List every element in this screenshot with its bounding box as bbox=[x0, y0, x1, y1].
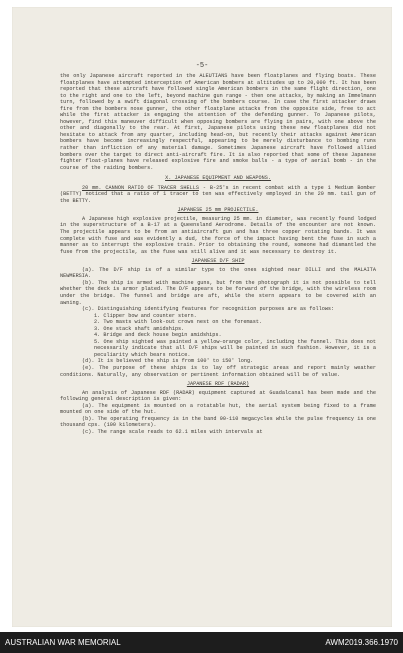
projectile-paragraph: A Japanese high explosive projectile, measuring 25 mm. in diameter, was recently found lodged in the superstructure of a B-17 at a Queensland Aerodrome. Details of the encounter are not known. The projectile appears to be from an antiaircraft gun and has three copper rotating bands. It was complete with fuse and was evidently a dud, the force of the impact having bent the fuse in such a manner as to interrupt the explosive train. Prior to obtaining the round, someone had dismantled the fuse from the projectile, as the fuse was still alive and it was necessary to destroy it. bbox=[60, 215, 376, 255]
radar-heading: JAPANESE RDF (RADAR) bbox=[186, 381, 250, 388]
document-page bbox=[12, 7, 392, 627]
tracer-heading: 20 mm. CANNON RATIO OF TRACER SHELLS bbox=[82, 184, 199, 191]
page-number: -5- bbox=[195, 62, 209, 70]
df-ship-para-e: (e). The purpose of these ships is to lay off strategic areas and report mainly weather conditions. Naturally, any observation or pertinent information obtained will be of value. bbox=[60, 364, 376, 378]
list-item: 5. One ship sighted was painted a yellow-orange color, including the funnel. This does not necessarily indicate that all D/F ships will be painted in such fashion. However, it is a peculiarity which bears notice. bbox=[94, 338, 376, 358]
df-ship-para-d: (d). It is believed the ship is from 100' to 150' long. bbox=[82, 358, 254, 365]
radar-intro: An analysis of Japanese RDF (RADAR) equipment captured at Guadalcanal has been made and the following general description is given: bbox=[60, 389, 376, 403]
tracer-paragraph bbox=[60, 185, 376, 205]
df-ship-feature-list bbox=[94, 313, 376, 359]
document-body bbox=[60, 73, 376, 435]
df-ship-para-b: (b). The ship is armed with machine guns, but from the photograph it is not possible to tell whether the deck is armor plated. The D/F appears to be forward of the bridge, with the wireless room under the bridge. The funnel and bridge are aft, while the stern appears to be covered with an awning. bbox=[60, 279, 376, 306]
df-ship-heading: JAPANESE D/F SHIP bbox=[191, 258, 245, 265]
df-ship-para-a: (a). The D/F ship is of a similar type to the ones sighted near DILLI and the MALAITA NEWMERSIA. bbox=[60, 266, 376, 280]
radar-para-a: (a). The equipment is mounted on a rotatable hut, the aerial system being fixed to a frame mounted on one side of the hut. bbox=[60, 402, 376, 416]
footer-accession-number: AWM2019.366.1970 bbox=[325, 638, 398, 647]
list-item: 1. Clipper bow and counter stern. bbox=[94, 312, 197, 319]
intro-paragraph: the only Japanese aircraft reported in the ALEUTIANS have been floatplanes and flying boats. These floatplanes have attempted interception of American bombers at altitudes up to 20,000 ft. It has been reported that these aircraft have followed single American bombers in the same flight direction, one to the right and one to the left, beyond machine gun range - then one attacks, by making an Immelmann turn, followed by a swift diagonal crossing of the bombers course. In case the first attacker draws fire from the bombers nose gunner, the other floatplane attacks from the opposite side, free to act while the first attacker is engaging the attention of the defending gunner. To Japanese pilots, however, find this maneuver difficult when opposing bombers are flying in pairs, with one above the other and diagonally to the rear. At first, Japanese pilots using these new floatplanes did not hesitate to attack from any quarter, including head-on, but recently their attacks against American bombers have become increasingly respectful, appearing to be merely disturbance to bombing runs rather than infliction of any material damage. Sometimes Japanese aircraft have followed allied bombers over the target to direct anti-aircraft fire. It is also reported that some of these Japanese fighter float-planes have released explosive fire and smoke balls - a type of aerial bomb - in the course of the raiding bombers. bbox=[60, 73, 376, 171]
radar-para-b: (b). The operating frequency is in the band 90-110 megacycles while the pulse frequency is one thousand cps. (100 kilometers). bbox=[60, 415, 376, 429]
radar-para-c: (c). The range scale reads to 62.1 miles with intervals at bbox=[82, 428, 263, 435]
df-ship-para-c: (c). Distinguishing identifying features for recognition purposes are as follows: bbox=[82, 306, 335, 313]
section-title: X. JAPANESE EQUIPMENT AND WEAPONS. bbox=[165, 175, 271, 182]
archive-footer-bar bbox=[0, 632, 403, 653]
list-item: 3. One stack shaft amidships. bbox=[94, 325, 185, 332]
footer-institution: AUSTRALIAN WAR MEMORIAL bbox=[5, 638, 121, 647]
tracer-text: - B-25's in recent combat with a type 1 Medium Bomber (BETTY) noticed that a ratio of 1 tracer to ten was effectively employed in the 20 mm. tail gun of the BETTY. bbox=[60, 184, 376, 204]
list-item: 4. Bridge and deck house begin amidships. bbox=[94, 332, 222, 339]
projectile-heading: JAPANESE 25 mm PROJECTILE. bbox=[177, 207, 259, 214]
list-item: 2. Two masts with look-out crows nest on the foremast. bbox=[94, 319, 263, 326]
